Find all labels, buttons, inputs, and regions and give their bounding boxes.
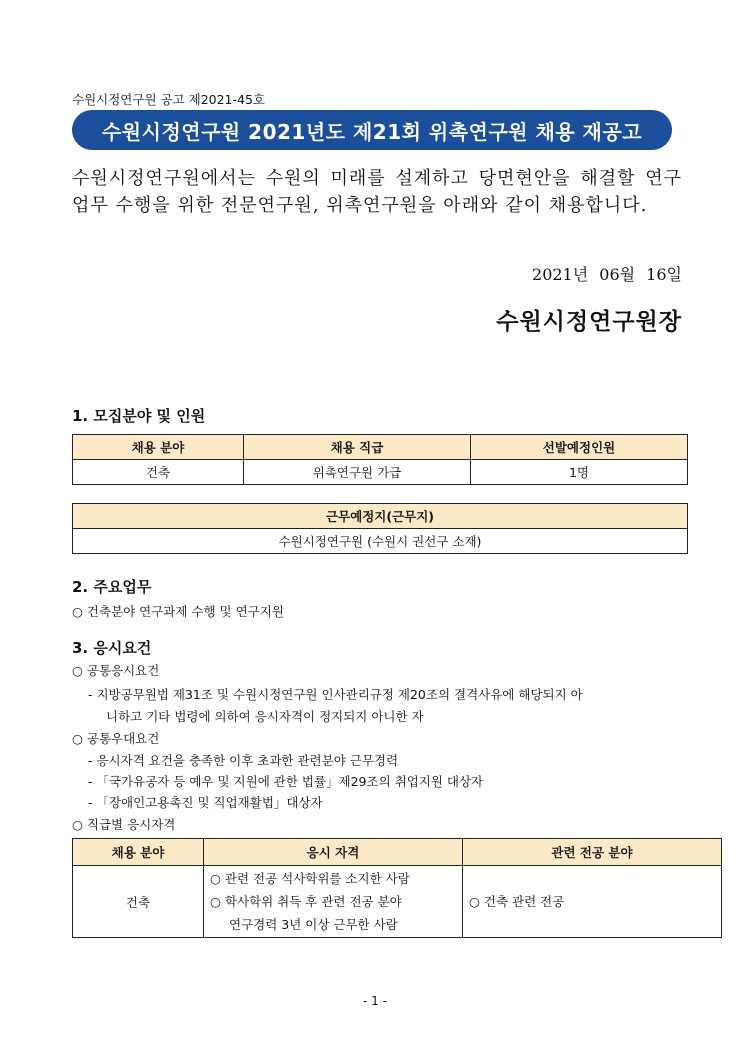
header-grade: 채용 직급 (244, 435, 471, 460)
cell-workplace: 수원시정연구원 (수원시 권선구 소재) (73, 529, 688, 554)
header-field: 채용 분야 (73, 435, 244, 460)
page-number: - 1 - (363, 994, 387, 1008)
common-requirement-line2: 니하고 기타 법령에 의하여 응시자격이 정지되지 아니한 자 (106, 709, 424, 724)
duty-item: ○ 건축분야 연구과제 수행 및 연구지원 (72, 604, 284, 619)
cell-grade: 위촉연구원 가급 (244, 460, 471, 485)
signer: 수원시정연구원장 (496, 308, 682, 335)
header-major: 관련 전공 분야 (463, 839, 722, 866)
preference-item-3: - 「장애인고용촉진 및 직업재활법」대상자 (88, 795, 323, 810)
cell-field: 건축 (73, 460, 244, 485)
intro-paragraph: 수원시정연구원에서는 수원의 미래를 설계하고 당면현안을 해결할 연구업무 수행을 위한 전문연구원, 위촉연구원을 아래와 같이 채용합니다. (72, 168, 682, 216)
announcement-date: 2021년 06월 16일 (532, 265, 682, 284)
header-qualification: 응시 자격 (204, 839, 463, 866)
preference-item-2: - 「국가유공자 등 예우 및 지원에 관한 법률」제29조의 취업지원 대상자 (88, 774, 484, 789)
section3-title: 3. 응시요건 (72, 639, 152, 657)
common-requirement-heading: ○ 공통응시요건 (72, 663, 160, 678)
title-banner: 수원시정연구원 2021년도 제21회 위촉연구원 채용 재공고 (72, 110, 672, 150)
header-field: 채용 분야 (73, 839, 204, 866)
notice-number: 수원시정연구원 공고 제2021-45호 (72, 92, 266, 107)
preference-heading: ○ 공통우대요건 (72, 731, 160, 746)
preference-item-1: - 응시자격 요건을 충족한 이후 초과한 관련분야 근무경력 (88, 753, 399, 768)
cell-qualification (204, 866, 463, 938)
grade-qualification-heading: ○ 직급별 응시자격 (72, 817, 176, 832)
section2-title: 2. 주요업무 (72, 578, 152, 596)
header-count: 선발예정인원 (471, 435, 688, 460)
cell-major: ○ 건축 관련 전공 (463, 866, 722, 938)
qualification-line-1: ○ 관련 전공 석사학위를 소지한 사람 (210, 871, 410, 886)
qualification-line-3: 연구경력 3년 이상 근무한 사람 (229, 917, 398, 932)
cell-count: 1명 (471, 460, 688, 485)
cell-field: 건축 (73, 866, 204, 938)
qualification-line-2: ○ 학사학위 취득 후 관련 전공 분야 (210, 894, 402, 909)
header-workplace: 근무예정지(근무지) (73, 504, 688, 529)
workplace-table (72, 503, 688, 554)
section1-title: 1. 모집분야 및 인원 (72, 407, 206, 425)
common-requirement-line1: - 지방공무원법 제31조 및 수원시정연구원 인사관리규정 제20조의 결격사유에 해당되지 아 (88, 687, 583, 702)
qualification-table (72, 838, 722, 938)
recruitment-table (72, 434, 688, 485)
